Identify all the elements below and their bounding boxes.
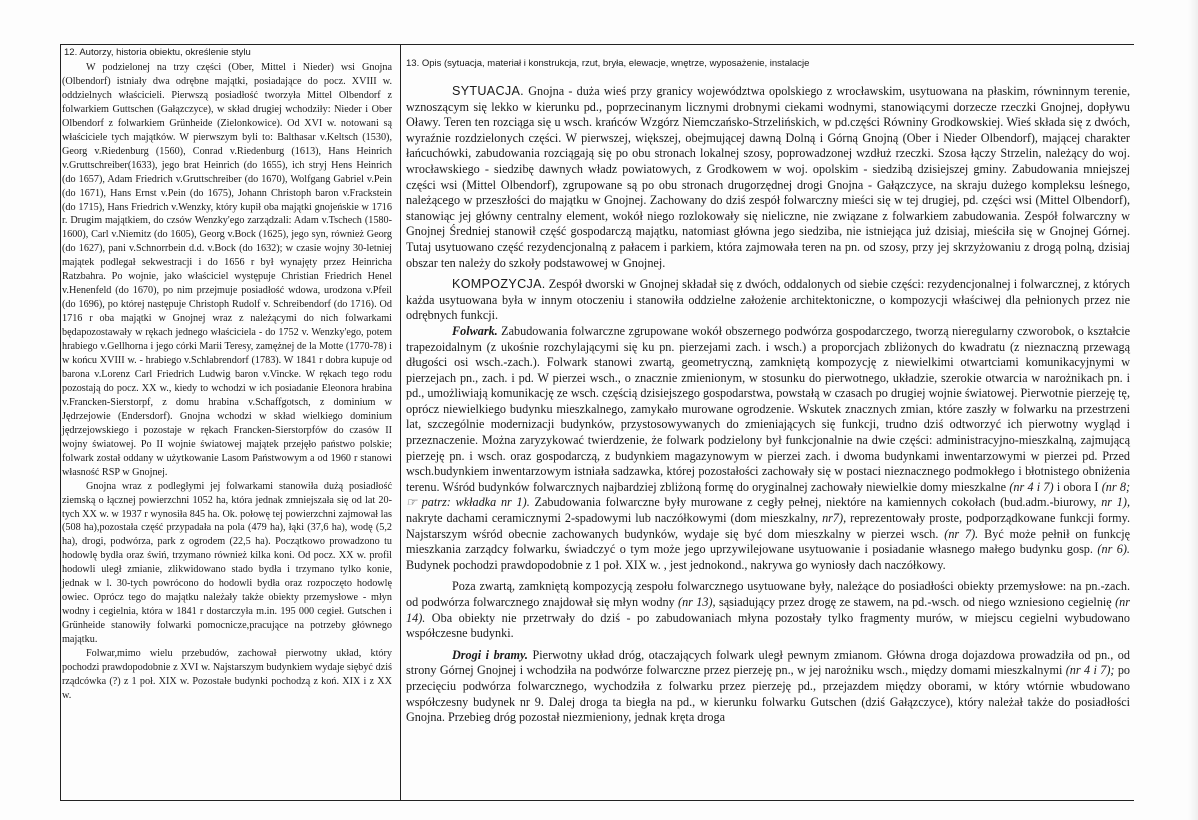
industrial-ref-1: (nr 13), (678, 595, 716, 609)
bottom-rule (60, 800, 1134, 801)
history-paragraph-estate: Gnojna wraz z podległymi jej folwarkami stanowiła dużą posiadłość ziemską o łącznej powierzchni 1052 ha, która jednak zmniejszała się od lat 20-tych XX w. w 1937 r wynosiła 845 ha. Ok. połowę tej powierzchni zajmował las (508 ha),pozostała część przypadała na pola (479 ha), łąki (37,6 ha), wodę (5,2 ha), drogi, podwórza, park z ogrodem (22,5 ha). Początkowo prowadzono tu hodowlę bydła oraz świń, trzymano również kilka koni. Od pocz. XX w. profil hodowli uległ zmianie, zlikwidowano stado bydła i trzymano tylko konie, jednak w l. 30-tych powrócono do hodowli bydła oraz rozpoczęto hodowlę owiec. Oprócz tego do majątku należały także obiekty przemysłowe - młyn wodny i cegielnia, która w 1841 r dostarczyła m.in. 195 000 cegieł. Gutschen i Grünheide stanowiły folwarki pomocnicze,pracujące na potrzeby głównego majątku. (62, 480, 392, 646)
drogi-text-1: Pierwotny układ dróg, otaczających folwark uległ pewnym zmianom. Główna droga dojazdowa prowadziła od pn., od strony Górnej Gnojnej i wchodziła na podwórze folwarczne przez pierzeję pn., w jej narożniku wsch., między domami mieszkalnymi (406, 647, 1130, 678)
kompozycja-paragraph (406, 277, 1130, 324)
folwark-text-5: reprezentowały proste, podporządkowane funkcji formy. Najstarszym wśród obecnie zachowanych budynków, wydaje się być dom mieszkalny w pierzei wsch. (406, 511, 1131, 541)
folwark-ref-3: nr 1), (1101, 495, 1131, 510)
history-paragraph-layout: Folwar,mimo wielu przebudów, zachował pierwotny układ, który pochodzi prawdopodobnie z XVI w. Najstarszym budynkiem wydaje siębyć dziś rządcówka (?) z 1 poł. XIX w. Pozostałe budynki pochodzą z koń. XIX i z XX w. (62, 648, 392, 701)
right-column-description (406, 58, 1130, 726)
right-column-heading: 13. Opis (sytuacja, materiał i konstrukcja, rzut, bryła, elewacje, wnętrze, wyposażenie, instalacje (406, 58, 810, 69)
folwark-text-2: i obora I (1056, 479, 1099, 494)
left-column-heading: 12. Autorzy, historia obiektu, określenie stylu (64, 47, 251, 58)
kompozycja-label: KOMPOZYCJA. (452, 277, 546, 292)
folwark-ref-2: (nr 8; ☞ patrz: wkładka nr 1). (406, 479, 1131, 510)
industrial-ref-2: (nr 14). (406, 595, 1130, 625)
industrial-buildings-paragraph (406, 579, 1130, 641)
sytuacja-label: SYTUACJA. (452, 84, 524, 98)
folwark-text-1: Zabudowania folwarczne zgrupowane wokół obszernego podwórza gospodarczego, tworzą nieregularny czworobok, o kształcie trapezoidalnym (z ukośnie rozchylającymi się ku pn. pierzejami zach. i wsch.) a proporcjach zbliżonych do kwadratu (z nieznaczną przewagą długości osi wsch.-zach.). Folwark stanowi zwartą, geometryczną, zamkniętą kompozycję z niewielkimi otwartciami komunikacyjnymi w pierzejach pn., zach. i pd. W pierzei wsch., o znacznie zmienionym, w stosunku do pierwotnego, układzie, szerokie otwarcia w narożnikach pn. i pd., umożliwiają komunikację ze wsch. częścią dzisiejszego gospodarstwa, powstałą w czasach po drugiej wojnie światowej. Pierwotnie pierzeję tę, oprócz niewielkiego budynku mieszkalnego, zamykało murowane ogrodzenie. Wskutek znacznych zmian, które zaszły w folwarku na przestrzeni lat, szczególnie modernizacji budynków, przystosowywanych do zmieniających się funkcji, trudno dziś odtworzyć ich pierwotny wygląd i przeznaczenie. Można zaryzykować twierdzenie, że folwark podzielony był funkcjonalnie na dwie części: administracyjno-mieszkalną, zajmującą pierzeję pn. i wsch. oraz gospodarczą, z budynkiem magazynowym w pierzei zach. i dwoma budynkami inwentarzowymi w pierzei pd. Przed wsch.budynkiem inwentarzowym istniała sadzawka, której pozostałości zachowały się w postaci nieznacznego podmokłego i błotnistego obniżenia terenu. Wśród budynków folwarcznych najbardziej zbliżoną formę do oryginalnej zachowały niewielkie domy mieszkalne (406, 323, 1130, 494)
history-paragraph-owners: W podzielonej na trzy części (Ober, Mittel i Nieder) wsi Gnojna (Olbendorf) istniały dwa odrębne majątki, posiadające do pocz. XVIII w. oddzielnych właścicieli. Pierwszą posiadłość tworzyła Mittel Olbendorf z folwarkiem Guttschen (Gałązczyce), w skład drugiej wchodziły: Nieder i Ober Olbendorf z folwarkiem Grünheide (Zielonkowice). Od XVI w. notowani są właściciele tych majątków. W pierwszym byli to: Balthasar v.Keltsch (1530), Georg v.Riedenburg (1560), Conrad v.Riedenburg (1613), Hans Heinrich v.Gruttschreiber(1633), jego brat Heinrich (do 1655), ich stryj Hens Heinrich (do 1657), Adam Friedrich v.Gruttschreiber (do 1670), Wolfgang Gabriel v.Pein (do 1671), Hans Ernst v.Pein (do 1675), Johann Christoph baron v.Frackstein (do 1715), Hans Friedrich v.Wenzky, który kupił oba majątki gnojeńskie w 1716 r. Drugim majątkiem, do czsów Wenzky'ego zarządzali: Adam v.Tschech (1580-1600), Carl v.Niemitz (do 1605), Georg v.Bock (1625), jego syn, również Georg (do 1627), pani v.Schnorrbein d.d. v.Bock (do 1632); w czasie wojny 30-letniej majątek podlegał sekwestracji i do 1656 r był wynajęty przez Heinricha Ratzbahra. Po wojnie, jako właściciel występuje Christian Friedrich Henel v.Henenfeld (do 1670), po nim przejmuje posiadłość wdowa, urodzona v.Pfeil (do 1696), po której następuje Christoph Rudolf v. Schreibendorf (do 1716). Od 1716 r oba majątki w Gnojnej wraz z należącymi do nich folwarkami będapozostawały w rękach jednego właściciela - do 1752 v. Wenzky'ego, potem hrabiego v.Gellhorna i jego córki Marii Teresy, zamężnej de la Motte (1770-78) i w końcu XVIII w. - hrabiego v.Schlabrendorf (1783). W 1841 r dobra kupuje od barona v.Lorenz Carl Friedrich Ludwig baron v.Vincke. W rękach tego rodu pozostają do pocz. XX w., kiedy to wchodzi w ich posiadanie Eleonora hrabina v.Francken-Sierstorpf, z domu hrabina v.Schaffgotsch, z dominium w Jędrzejowie (Endersdorf). Gnojna wchodzi w skład wielkiego dominium jędrzejowskiego i pozostaje w rękach Francken-Sierstorpfów do czasów II wojny światowej. Po II wojnie światowej majątek przejęło państwo polskie; folwark został oddany w użytkowanie Lasom Państwowym a od 1960 r stanowi własność RSP w Gnojnej. (62, 62, 392, 478)
left-column-history (62, 47, 392, 703)
top-rule (60, 44, 1134, 45)
drogi-paragraph (406, 648, 1130, 726)
folwark-text-4: nakryte dachami ceramicznymi 2-spadowymi lub naczółkowymi (dom mieszkalny, (406, 511, 819, 526)
drogi-label: Drogi i bramy. (452, 647, 528, 662)
drogi-text-2: po przecięciu podwórza folwarcznego, wychodziła z folwarku przez pierzeję pd., przejazdem między oborami, w który wtórnie wbudowano współczesny budynek nr 9. Dalej droga ta biegła na pd., w kierunku folwarku Gutschen (dziś Gałązczyce), który należał także do posiadłości Gnojna. Przebieg dróg pozostał niezmieniony, jednak kręta droga (406, 663, 1131, 725)
industrial-text-1: Poza zwartą, zamkniętą kompozycją zespołu folwarcznego usytuowane były, należące do posiadłości obiekty przemysłowe: na pn.-zach. od podwórza folwarcznego znajdował się młyn wodny (406, 579, 1130, 609)
folwark-paragraph (406, 324, 1130, 574)
folwark-text-6: Być może pełnił on funkcję mieszkania zarządcy folwarku, świadczyć o tym może jego uprzywilejowane usytuowanie i posiadanie własnego małego budynku gosp. (406, 526, 1131, 557)
industrial-text-2: sąsiadujący przez drogę ze stawem, na pd.-wsch. od niego wzniesiono cegielnię (718, 595, 1112, 609)
industrial-text-3: Oba obiekty nie przetrwały do dziś - po zabudowaniach młyna pozostały tylko fragmenty murów, w miejscu cegielni wybudowano współczesne budynki. (406, 610, 1130, 641)
kompozycja-text: Zespół dworski w Gnojnej składał się z dwóch, oddalonych od siebie części: rezydencjonalnej i folwarcznej, z których każda usytuowana była w innym otoczeniu i stanowiła oddzielne założenie architektoniczne, o kompozycji właściwej dla pełnionych przez nie odrębnych funkcji. (406, 277, 1130, 323)
column-divider (400, 44, 401, 800)
folwark-label: Folwark. (452, 323, 498, 338)
sytuacja-text: Gnojna - duża wieś przy granicy województwa opolskiego z wrocławskim, usytuowana na płaskim, równinnym terenie, wznoszącym się lekko w kierunku pd., poprzecinanym licznymi drobnymi ciekami wodnymi, stanowiącymi dorzecze rzeczki Gnojnej, dopływu Oławy. Teren ten rozciąga się u wsch. krańców Wzgórz Niemczańsko-Strzelińskich, w pd.części Równiny Grodkowskiej. Wieś składa się z dwóch, wyraźnie rozdzielonych części. W pierwszej, większej, obejmującej dawną Dolną i Górną Gnojną (Ober i Nieder Olbendorf), mającej charakter łańcuchówki, zabudowania rozciągają się po obu stronach lokalnej szosy, poprowadzonej wzdłuż rzeczki. Szosa łączy Strzelin, należący do woj. wrocławskiego - siedzibę dawnych władz powiatowych, z Grodkowem w woj. opolskim - siedzibą dzisiejszej gminy. Zabudowania mniejszej części wsi (Mittel Olbendorf), zgrupowane są po obu stronach drugorzędnej drogi Gnojna - Gałązczyce, na skraju dużego kompleksu leśnego, należącego w przeszłości do majątku w Gnojnej. Zachowany do dziś zespół folwarczny mieści się w tej drugiej, pd. części wsi (Mittel Olbendorf), stanowiąc jej główny centralny element, wokół niego rozlokowały się nieliczne, nie związane z folwarkiem zabudowania. Zespół folwarczny w Gnojnej Średniej stanowił część gospodarczą majątku, natomiast główna jego siedziba, nie istniejąca już dzisiaj, mieściła się w Gnojnej Górnej. Tutaj usytuowano część rezydencjonalną z pałacem i parkiem, która zajmowała teren na pn. od szosy, przy jej skrzyżowaniu z drogą polną, dzisiaj obszar ten należy do szkoły podstawowej w Gnojnej. (406, 84, 1130, 270)
folwark-ref-4: nr7), (822, 511, 847, 526)
drogi-ref-1: (nr 4 i 7); (1065, 663, 1115, 678)
folwark-ref-6: (nr 6). (1097, 542, 1130, 557)
folwark-ref-5: (nr 7). (944, 526, 979, 541)
sytuacja-paragraph (406, 84, 1130, 271)
folwark-ref-1: (nr 4 i 7) (1009, 479, 1054, 494)
scan-edge-shadow (1188, 0, 1198, 820)
left-margin-line (60, 44, 61, 800)
folwark-text-3: Zabudowania folwarczne były murowane z cegły pełnej, niektóre na kamiennych cokołach (bud.adm.-biurowy, (534, 495, 1097, 510)
folwark-text-7: Budynek pochodzi prawdopodobnie z 1 poł. XIX w. , jest jednokond., nakrywa go wyniosły dach naczółkowy. (406, 557, 946, 572)
